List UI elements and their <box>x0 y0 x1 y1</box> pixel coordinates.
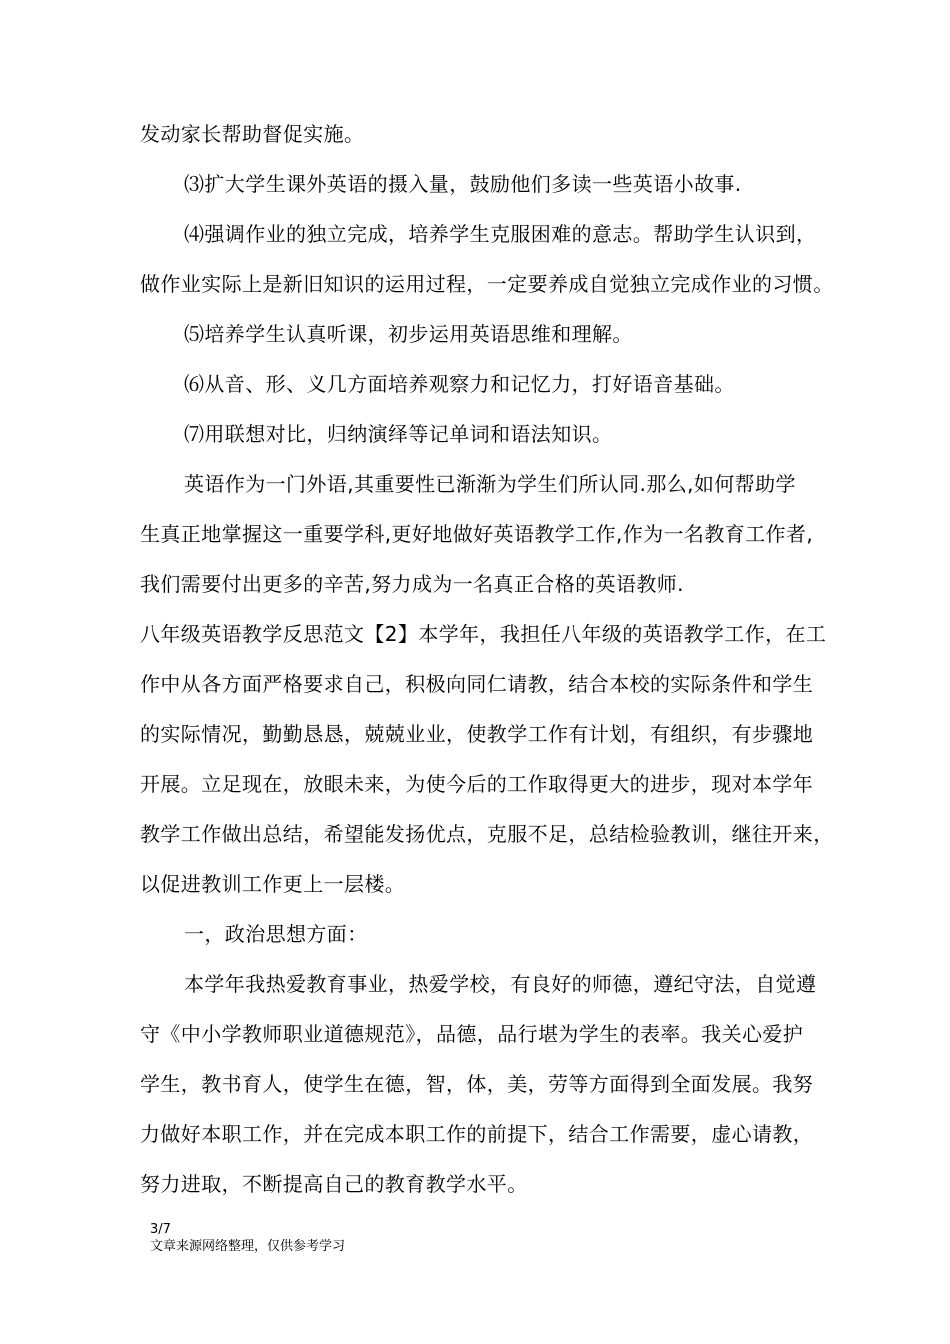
text-line: 以促进教训工作更上一层楼。 <box>140 872 406 896</box>
text-line: 发动家长帮助督促实施。 <box>140 122 365 146</box>
text-line: 本学年我热爱教育事业，热爱学校，有良好的师德，遵纪守法，自觉遵 <box>184 972 817 996</box>
text-line: 英语作为一门外语,其重要性已渐渐为学生们所认同.那么,如何帮助学 <box>184 472 796 496</box>
source-note: 文章来源网络整理，仅供参考学习 <box>150 1239 346 1254</box>
section-heading: 一，政治思想方面： <box>184 922 368 946</box>
text-line: 我们需要付出更多的辛苦,努力成为一名真正合格的英语教师. <box>140 572 684 596</box>
text-line: 开展。立足现在，放眼未来，为使今后的工作取得更大的进步，现对本学年 <box>140 772 814 796</box>
text-line: 教学工作做出总结，希望能发扬优点，克服不足，总结检验教训，继往开来， <box>140 822 834 846</box>
text-line: 学生，教书育人，使学生在德，智，体，美，劳等方面得到全面发展。我努 <box>140 1072 814 1096</box>
text-line: 八年级英语教学反思范文【2】本学年，我担任八年级的英语教学工作，在工 <box>140 622 827 646</box>
text-line: ⑹从音、形、义几方面培养观察力和记忆力，打好语音基础。 <box>184 372 735 396</box>
text-line: ⑷强调作业的独立完成，培养学生克服困难的意志。帮助学生认识到， <box>184 222 817 246</box>
text-line: 努力进取，不断提高自己的教育教学水平。 <box>140 1172 528 1196</box>
text-line: 生真正地掌握这一重要学科,更好地做好英语教学工作,作为一名教育工作者, <box>140 522 814 546</box>
text-line: ⑶扩大学生课外英语的摄入量，鼓励他们多读一些英语小故事. <box>184 172 742 196</box>
text-line: 守《中小学教师职业道德规范》，品德，品行堪为学生的表率。我关心爱护 <box>140 1022 804 1046</box>
text-line: ⑺用联想对比，归纳演绎等记单词和语法知识。 <box>184 422 613 446</box>
text-line: 作中从各方面严格要求自己，积极向同仁请教，结合本校的实际条件和学生 <box>140 672 814 696</box>
text-line: ⑸培养学生认真听课，初步运用英语思维和理解。 <box>184 322 633 346</box>
text-line: 做作业实际上是新旧知识的运用过程，一定要养成自觉独立完成作业的习惯。 <box>140 272 834 296</box>
text-line: 的实际情况，勤勤恳恳，兢兢业业，使教学工作有计划，有组织，有步骤地 <box>140 722 814 746</box>
page-number: 3/7 <box>150 1222 171 1237</box>
text-line: 力做好本职工作，并在完成本职工作的前提下，结合工作需要，虚心请教， <box>140 1122 814 1146</box>
